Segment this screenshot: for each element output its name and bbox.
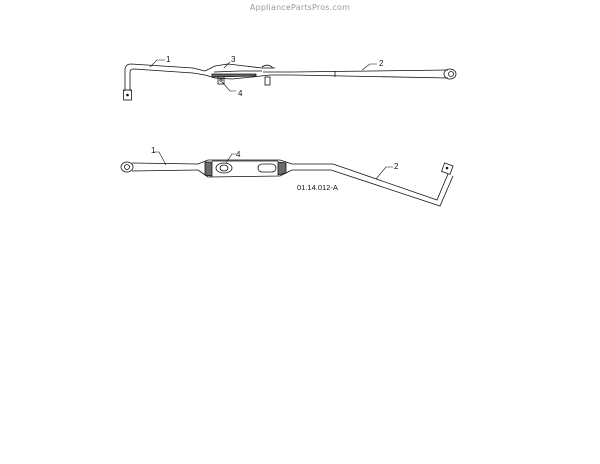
top-callout-2: 2 — [379, 59, 384, 68]
bottom-part-4-housing — [198, 160, 292, 177]
bottom-callout-4: 4 — [236, 150, 241, 159]
top-assembly — [124, 55, 457, 100]
drawing-code: 01.14.012-A — [297, 183, 338, 192]
bottom-callout-1: 1 — [151, 146, 156, 155]
bottom-assembly — [121, 146, 453, 206]
watermark-text: AppliancePartsPros.com — [249, 3, 351, 12]
top-callout-4: 4 — [238, 89, 243, 98]
top-part-1-rod — [124, 64, 206, 100]
bottom-callout-2: 2 — [394, 162, 399, 171]
top-callout-1: 1 — [166, 55, 171, 64]
top-part-2-rod — [292, 69, 456, 79]
top-part-3-bracket — [205, 64, 292, 85]
top-callout-3: 3 — [231, 55, 236, 64]
bottom-part-1-rod — [121, 162, 198, 172]
